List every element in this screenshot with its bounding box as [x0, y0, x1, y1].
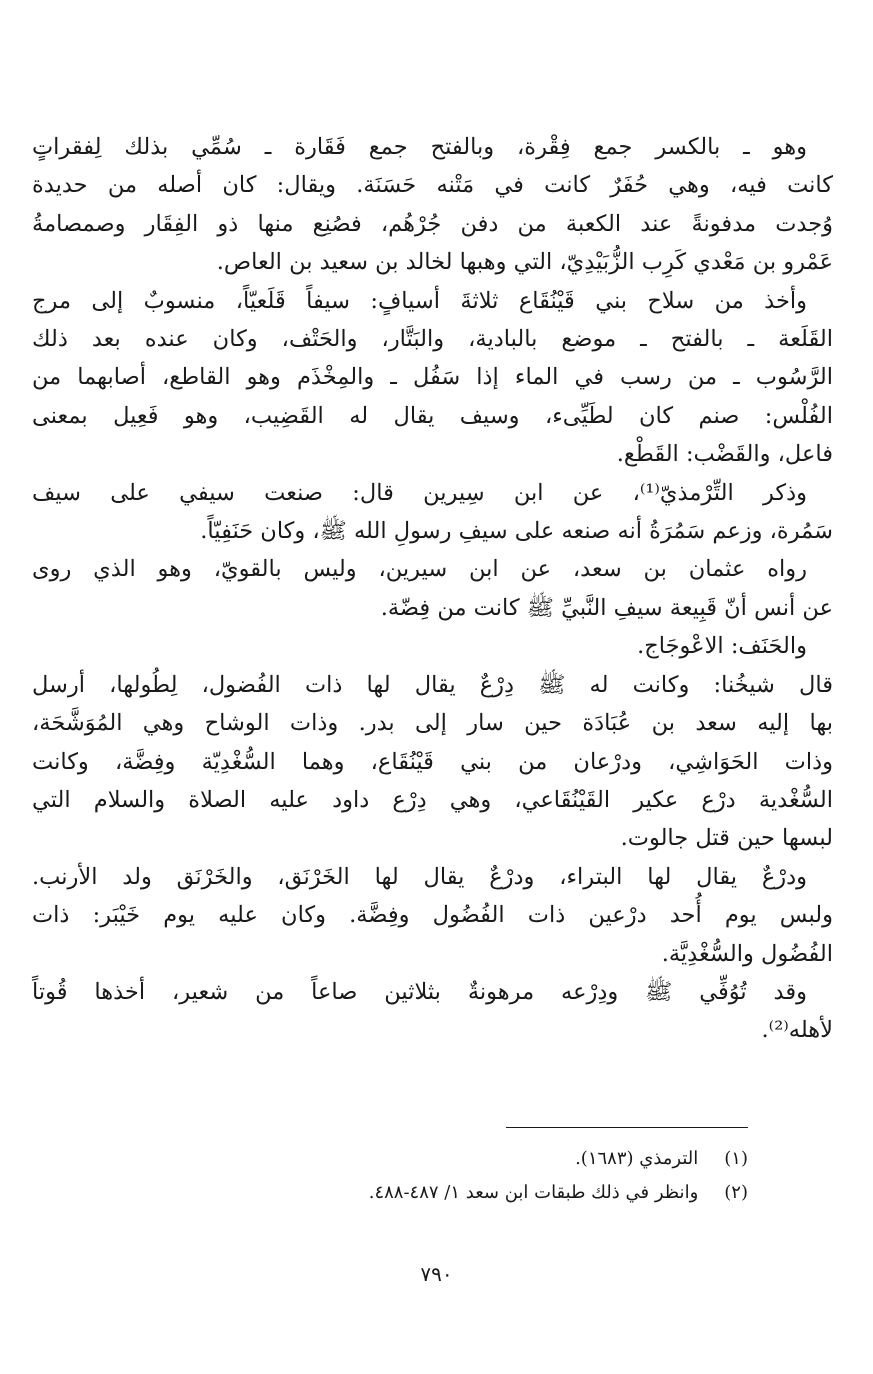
page-number: ٧٩٠ — [420, 1262, 453, 1286]
text-line: عن أنس أنّ قَبِيعة سيفِ النَّبيِّ ﷺ كانت من فِضّة. — [380, 594, 833, 621]
footnotes — [60, 1142, 748, 1210]
paragraph-4 — [32, 550, 833, 627]
text-line: السُّغْدية درْع عكير القَيْنُقَاعي، وهي دِرْع داود عليه الصلاة والسلام التي — [32, 786, 833, 813]
text-line: عَمْرو بن مَعْدي كَرِب الزُّبَيْدِيّ، التي وهبها لخالد بن سعيد بن العاص. — [216, 249, 833, 276]
text-line: سَمُرة، وزعم سَمُرَةُ أنه صنعه على سيفِ رسولِ الله ﷺ، وكان حَنَفِيّاً. — [200, 518, 833, 545]
footnote-1 — [60, 1142, 748, 1176]
paragraph-2 — [32, 282, 833, 474]
text-line: ودرْعٌ يقال لها البتراء، ودرْعٌ يقال لها الخَرْنَق، والخَرْنَق ولد الأرنب. — [32, 863, 807, 890]
paragraph-3 — [32, 474, 833, 551]
text-line: ولبس يوم أُحد درْعين ذات الفُضُول وفِضَّة. وكان عليه يوم خَيْبَر: ذات — [32, 902, 833, 929]
text-line: رواه عثمان بن سعد، عن ابن سيرين، وليس بالقويّ، وهو الذي روى — [32, 556, 807, 583]
paragraph-5 — [32, 627, 833, 665]
paragraph-7 — [32, 858, 833, 973]
text-line: قال شيخُنا: وكانت له ﷺ دِرْعٌ يقال لها ذات الفُضول، لِطُولها، أرسل — [32, 671, 833, 698]
footnote-number: (٢) — [724, 1182, 748, 1203]
text-line: الفُضُول والسُّغْدِيَّة. — [661, 940, 833, 967]
text-line: الرَّسُوب ـ من رسب في الماء إذا سَفُل ـ والمِخْذَم وهو القاطع، أصابهما من — [32, 364, 833, 391]
text-line: وقد تُوُفِّي ﷺ ودِرْعه مرهونةٌ بثلاثين صاعاً من شعير، أخذها قُوتاً — [32, 978, 807, 1005]
paragraph-1 — [32, 128, 833, 282]
text-line: بها إليه سعد بن عُبَادَة حين سار إلى بدر. وذات الوشاح وهي المُوَشَّحَة، — [32, 710, 833, 737]
footnote-2 — [60, 1176, 748, 1210]
footnote-number: (١) — [724, 1148, 748, 1169]
paragraph-6 — [32, 666, 833, 858]
text-line: والحَنَف: الاعْوجَاج. — [637, 633, 807, 660]
text-line: الفُلْس: صنم كان لطَيِّىء، وسيف يقال له القَضِيب، وهو فَعِيل بمعنى — [32, 402, 833, 429]
footnote-text: وانظر في ذلك طبقات ابن سعد ١/ ٤٨٧-٤٨٨. — [368, 1182, 699, 1203]
footnote-separator — [506, 1127, 748, 1128]
text-line: وذكر التِّرْمذيّ⁽¹⁾، عن ابن سِيرين قال: صنعت سيفي على سيف — [32, 479, 807, 506]
footnote-text: الترمذي (١٦٨٣). — [575, 1148, 699, 1169]
text-line: وأخذ من سلاح بني قَيْنُقَاع ثلاثةَ أسيافٍ: سيفاً قَلَعيّاً، منسوبٌ إلى مرج — [32, 287, 807, 314]
text-line: كانت فيه، وهي حُفَرٌ كانت في مَتْنه حَسَنَة. ويقال: كان أصله من حديدة — [32, 172, 833, 199]
text-line: لأهله⁽²⁾. — [761, 1017, 833, 1044]
text-line: وُجدت مدفونةً عند الكعبة من دفن جُرْهُم، فصُنِع منها ذو الفِقَار وصمصامةُ — [32, 210, 833, 237]
text-line: وهو ـ بالكسر جمع فِقْرة، وبالفتح جمع فَقَارة ـ سُمِّي بذلك لِفقراتٍ — [32, 134, 807, 160]
paragraph-8 — [32, 973, 833, 1050]
text-line: القَلَعة ـ بالفتح ـ موضع بالبادية، والبَتَّار، والحَتْف، وكان عنده بعد ذلك — [32, 326, 833, 353]
text-line: لبسها حين قتل جالوت. — [620, 825, 833, 852]
text-line: فاعل، والقَضْب: القَطْع. — [616, 441, 833, 468]
text-line: وذات الحَوَاشِي، ودرْعان من بني قَيْنُقَاع، وهما السُّغْدِيّة وفِضَّة، وكانت — [32, 748, 833, 775]
page-body — [32, 128, 833, 1050]
